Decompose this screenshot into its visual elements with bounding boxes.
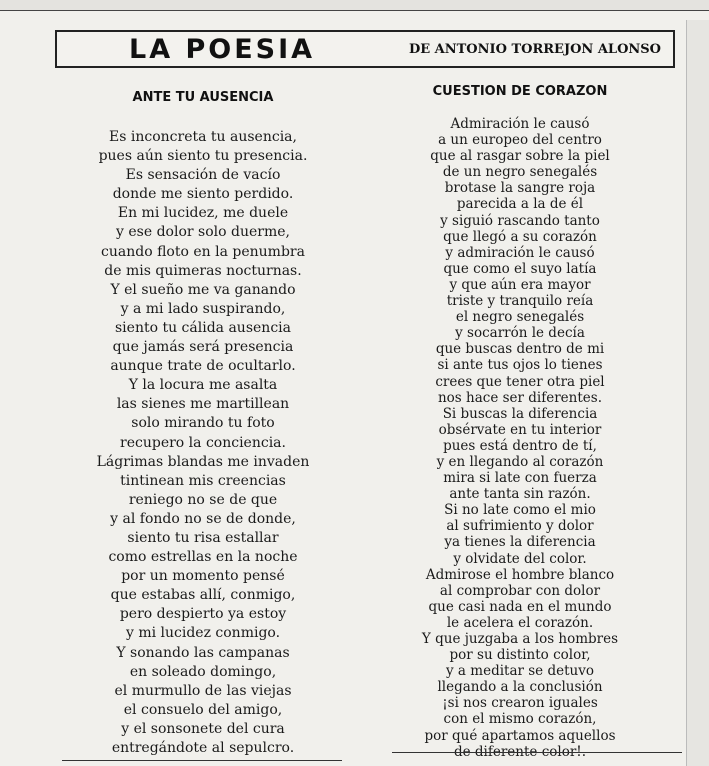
verse-line: aunque trate de ocultarlo. — [110, 358, 296, 375]
verse-line: por un momento pensé — [121, 568, 285, 585]
verse-line: al sufrimiento y dolor — [446, 518, 594, 535]
bottom-rule — [392, 752, 682, 753]
verse-line: parecida a la de él — [456, 196, 584, 213]
verse-line: siento tu risa estallar — [127, 529, 279, 546]
verse-line: crees que tener otra piel — [435, 373, 605, 390]
verse-line: y a mi lado suspirando, — [120, 300, 286, 317]
verse-line: donde me siento perdido. — [112, 186, 294, 203]
poem-ante-tu-ausencia — [58, 90, 348, 758]
verse-line: mira si late con fuerza — [443, 470, 597, 487]
verse-line: y siguió rascando tanto — [440, 212, 600, 229]
verse-line: siento tu cálida ausencia — [115, 319, 291, 336]
verse-line: ya tienes la diferencia — [444, 534, 596, 551]
verse-line: y mi lucidez conmigo. — [125, 625, 281, 642]
verse-line: que como el suyo latía — [443, 260, 597, 277]
verse-list — [58, 128, 348, 758]
verse-line: que buscas dentro de mi — [435, 341, 605, 358]
verse-line: triste y tranquilo reía — [446, 293, 594, 310]
verse-line: al comprobar con dolor — [439, 582, 601, 599]
poem-title: CUESTION DE CORAZON — [432, 84, 608, 99]
verse-line: recupero la conciencia. — [120, 434, 286, 451]
verse-line: Es sensación de vacío — [125, 167, 281, 184]
verse-line: ¡si nos crearon iguales — [442, 695, 598, 712]
verse-line: Y que juzgaba a los hombres — [421, 631, 619, 647]
verse-line: solo mirando tu foto — [131, 415, 275, 432]
verse-line: en soleado domingo, — [129, 663, 277, 680]
verse-line: Lágrimas blandas me invaden — [96, 453, 310, 470]
poem-cuestion-de-corazon — [380, 84, 660, 760]
verse-line: pues aún siento tu presencia. — [98, 148, 308, 165]
verse-line: y que aún era mayor — [449, 276, 591, 293]
verse-line: las sienes me martillean — [116, 396, 290, 413]
verse-line: En mi lucidez, me duele — [117, 205, 289, 222]
verse-line: Y la locura me asalta — [128, 377, 278, 394]
verse-line: por qué apartamos aquellos — [424, 727, 616, 744]
verse-line: le acelera el corazón. — [446, 614, 594, 631]
verse-line: llegando a la conclusión — [437, 679, 603, 696]
verse-line: entregándote al sepulcro. — [111, 740, 295, 756]
verse-line: ante tanta sin razón. — [449, 486, 591, 503]
verse-line: como estrellas en la noche — [108, 549, 298, 566]
verse-line: y socarrón le decía — [455, 325, 585, 342]
verse-line: Admiración le causó — [450, 116, 590, 132]
bottom-rule — [62, 760, 342, 761]
verse-line: si ante tus ojos lo tienes — [437, 357, 603, 374]
verse-line: y a meditar se detuvo — [446, 663, 594, 680]
verse-line: y olvidate del color. — [453, 550, 587, 567]
verse-line: pues está dentro de tí, — [443, 437, 597, 454]
section-title: LA POESIA — [129, 34, 316, 65]
poem-title: ANTE TU AUSENCIA — [132, 90, 274, 105]
verse-line: Si no late como el mio — [444, 502, 596, 519]
verse-line: pero despierto ya estoy — [119, 606, 287, 623]
verse-line: a un europeo del centro — [438, 132, 602, 149]
page-right-edge — [686, 20, 709, 766]
verse-line: y al fondo no se de donde, — [110, 510, 296, 527]
page-top-edge — [0, 0, 709, 11]
verse-line: Y sonando las campanas — [116, 644, 290, 661]
verse-line: que estabas allí, conmigo, — [110, 587, 296, 604]
verse-line: que casi nada en el mundo — [428, 598, 612, 615]
verse-line: con el mismo corazón, — [443, 711, 597, 728]
verse-line: nos hace ser diferentes. — [437, 389, 602, 406]
section-header — [55, 30, 675, 68]
author-byline: DE ANTONIO TORREJON ALONSO — [408, 42, 661, 57]
verse-line: Es inconcreta tu ausencia, — [109, 129, 297, 145]
verse-line: cuando floto en la penumbra — [101, 243, 305, 260]
verse-line: que al rasgar sobre la piel — [430, 148, 610, 165]
verse-line: de mis quimeras nocturnas. — [104, 262, 302, 279]
verse-line: Y el sueño me va ganando — [110, 281, 296, 298]
verse-line: brotase la sangre roja — [444, 180, 596, 197]
verse-line: de un negro senegalés — [442, 164, 598, 181]
verse-line: y admiración le causó — [445, 244, 595, 261]
verse-list — [380, 116, 660, 760]
verse-line: reniego no se de que — [128, 491, 278, 508]
verse-line: que llegó a su corazón — [443, 228, 597, 245]
verse-line: obsérvate en tu interior — [438, 421, 602, 438]
verse-line: por su distinto color, — [449, 647, 591, 664]
verse-line: y en llegando al corazón — [436, 453, 604, 470]
verse-line: el negro senegalés — [455, 309, 585, 326]
verse-line: tintinean mis creencias — [120, 472, 286, 489]
verse-line: de diferente color!. — [453, 743, 586, 760]
verse-line: y ese dolor solo duerme, — [116, 224, 290, 241]
verse-line: el consuelo del amigo, — [123, 701, 283, 718]
verse-line: Admirose el hombre blanco — [425, 566, 615, 583]
verse-line: y el sonsonete del cura — [121, 720, 285, 737]
verse-line: que jamás será presencia — [112, 339, 294, 356]
verse-line: Si buscas la diferencia — [442, 405, 598, 422]
verse-line: el murmullo de las viejas — [114, 682, 292, 699]
